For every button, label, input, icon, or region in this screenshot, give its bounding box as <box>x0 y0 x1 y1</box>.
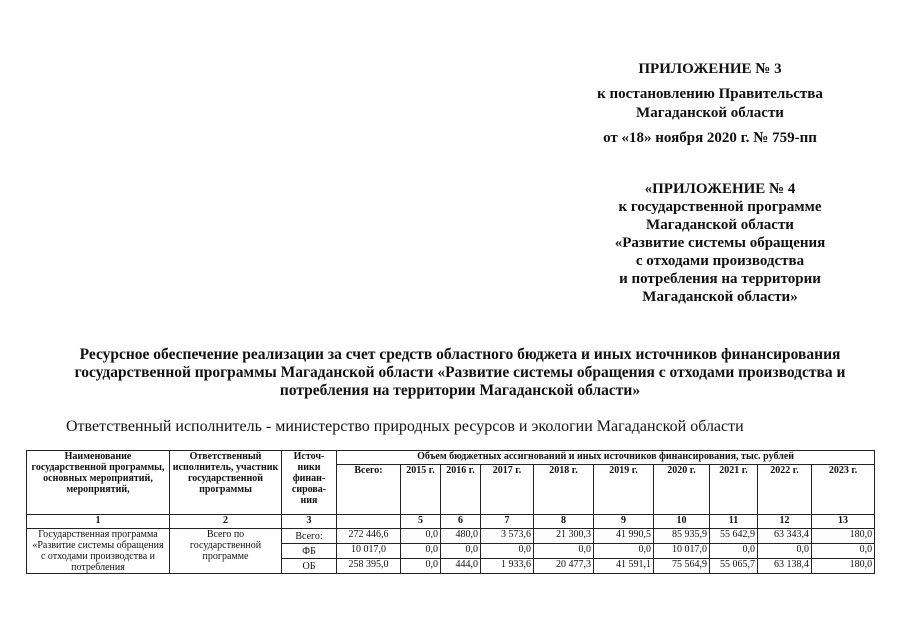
value-cell: 180,0 <box>812 529 875 544</box>
value-cell: 20 477,3 <box>534 559 594 574</box>
value-cell: 1 933,6 <box>481 559 534 574</box>
value-cell: 0,0 <box>441 544 481 559</box>
value-cell: 0,0 <box>481 544 534 559</box>
header-total: Всего: <box>337 465 401 515</box>
value-cell: 0,0 <box>758 544 812 559</box>
value-cell: 0,0 <box>401 529 441 544</box>
header-name: Наименование государственной программы, основных мероприятий, мероприятий, <box>27 451 170 515</box>
value-cell: 63 138,4 <box>758 559 812 574</box>
column-number: 13 <box>812 515 875 529</box>
value-cell: 63 343,4 <box>758 529 812 544</box>
value-cell: 0,0 <box>710 544 758 559</box>
value-cell: 10 017,0 <box>337 544 401 559</box>
column-number: 8 <box>534 515 594 529</box>
annex-current-block <box>560 60 860 148</box>
value-cell: 55 065,7 <box>710 559 758 574</box>
header-source: Источ-ники финан-сирова-ния <box>282 451 337 515</box>
annex-current-line: к постановлению Правительства <box>597 86 823 102</box>
value-cell: 258 395,0 <box>337 559 401 574</box>
annex-program-block <box>590 180 850 306</box>
annex-program-line: Магаданской области <box>646 217 794 233</box>
value-cell: 41 591,1 <box>594 559 654 574</box>
table-row <box>27 529 875 544</box>
annex-current-date: от «18» ноября 2020 г. № 759-пп <box>603 130 817 146</box>
value-cell: 444,0 <box>441 559 481 574</box>
value-cell: 3 573,6 <box>481 529 534 544</box>
header-year: 2020 г. <box>654 465 710 515</box>
column-number: 1 <box>27 515 170 529</box>
resource-table <box>26 450 875 574</box>
responsible-executor: Ответственный исполнитель - министерство природных ресурсов и экологии Магаданской области <box>66 418 744 435</box>
column-number <box>337 515 401 529</box>
source-cell: Всего: <box>282 529 337 544</box>
value-cell: 272 446,6 <box>337 529 401 544</box>
value-cell: 0,0 <box>812 544 875 559</box>
value-cell: 75 564,9 <box>654 559 710 574</box>
program-name: Государственная программа «Развитие системы обращения с отходами производства и потребления <box>27 529 170 574</box>
document-title <box>40 346 880 400</box>
column-number: 3 <box>282 515 337 529</box>
document-title-line: государственной программы Магаданской области «Развитие системы обращения с отходами производства и <box>74 364 846 381</box>
header-year: 2018 г. <box>534 465 594 515</box>
header-year: 2017 г. <box>481 465 534 515</box>
header-year: 2022 г. <box>758 465 812 515</box>
value-cell: 0,0 <box>401 544 441 559</box>
program-executor: Всего по государственной программе <box>170 529 282 574</box>
value-cell: 480,0 <box>441 529 481 544</box>
value-cell: 55 642,9 <box>710 529 758 544</box>
annex-program-line: и потребления на территории <box>619 271 821 287</box>
document-title-line: потребления на территории Магаданской области» <box>279 382 641 399</box>
source-cell: ФБ <box>282 544 337 559</box>
annex-current-title: ПРИЛОЖЕНИЕ № 3 <box>638 61 782 77</box>
column-number: 5 <box>401 515 441 529</box>
value-cell: 10 017,0 <box>654 544 710 559</box>
column-number: 10 <box>654 515 710 529</box>
column-number: 2 <box>170 515 282 529</box>
column-number: 12 <box>758 515 812 529</box>
value-cell: 85 935,9 <box>654 529 710 544</box>
header-year: 2023 г. <box>812 465 875 515</box>
annex-program-line: «Развитие системы обращения <box>614 235 826 251</box>
annex-program-line: с отходами производства <box>635 253 805 269</box>
value-cell: 41 990,5 <box>594 529 654 544</box>
value-cell: 0,0 <box>534 544 594 559</box>
document-title-line: Ресурсное обеспечение реализации за счет средств областного бюджета и иных источников финансирования <box>79 346 841 363</box>
value-cell: 0,0 <box>401 559 441 574</box>
annex-current-line: Магаданской области <box>636 105 784 121</box>
column-number: 11 <box>710 515 758 529</box>
header-volume: Объем бюджетных ассигнований и иных источников финансирования, тыс. рублей <box>337 451 875 465</box>
annex-program-line: к государственной программе <box>618 199 822 215</box>
header-year: 2021 г. <box>710 465 758 515</box>
annex-program-line: «ПРИЛОЖЕНИЕ № 4 <box>644 181 796 197</box>
source-cell: ОБ <box>282 559 337 574</box>
column-number: 9 <box>594 515 654 529</box>
value-cell: 0,0 <box>594 544 654 559</box>
header-executor: Ответственный исполнитель, участник государственной программы <box>170 451 282 515</box>
header-year: 2015 г. <box>401 465 441 515</box>
column-number: 6 <box>441 515 481 529</box>
value-cell: 180,0 <box>812 559 875 574</box>
annex-program-line: Магаданской области» <box>642 289 798 305</box>
header-year: 2019 г. <box>594 465 654 515</box>
value-cell: 21 300,3 <box>534 529 594 544</box>
column-number: 7 <box>481 515 534 529</box>
header-year: 2016 г. <box>441 465 481 515</box>
